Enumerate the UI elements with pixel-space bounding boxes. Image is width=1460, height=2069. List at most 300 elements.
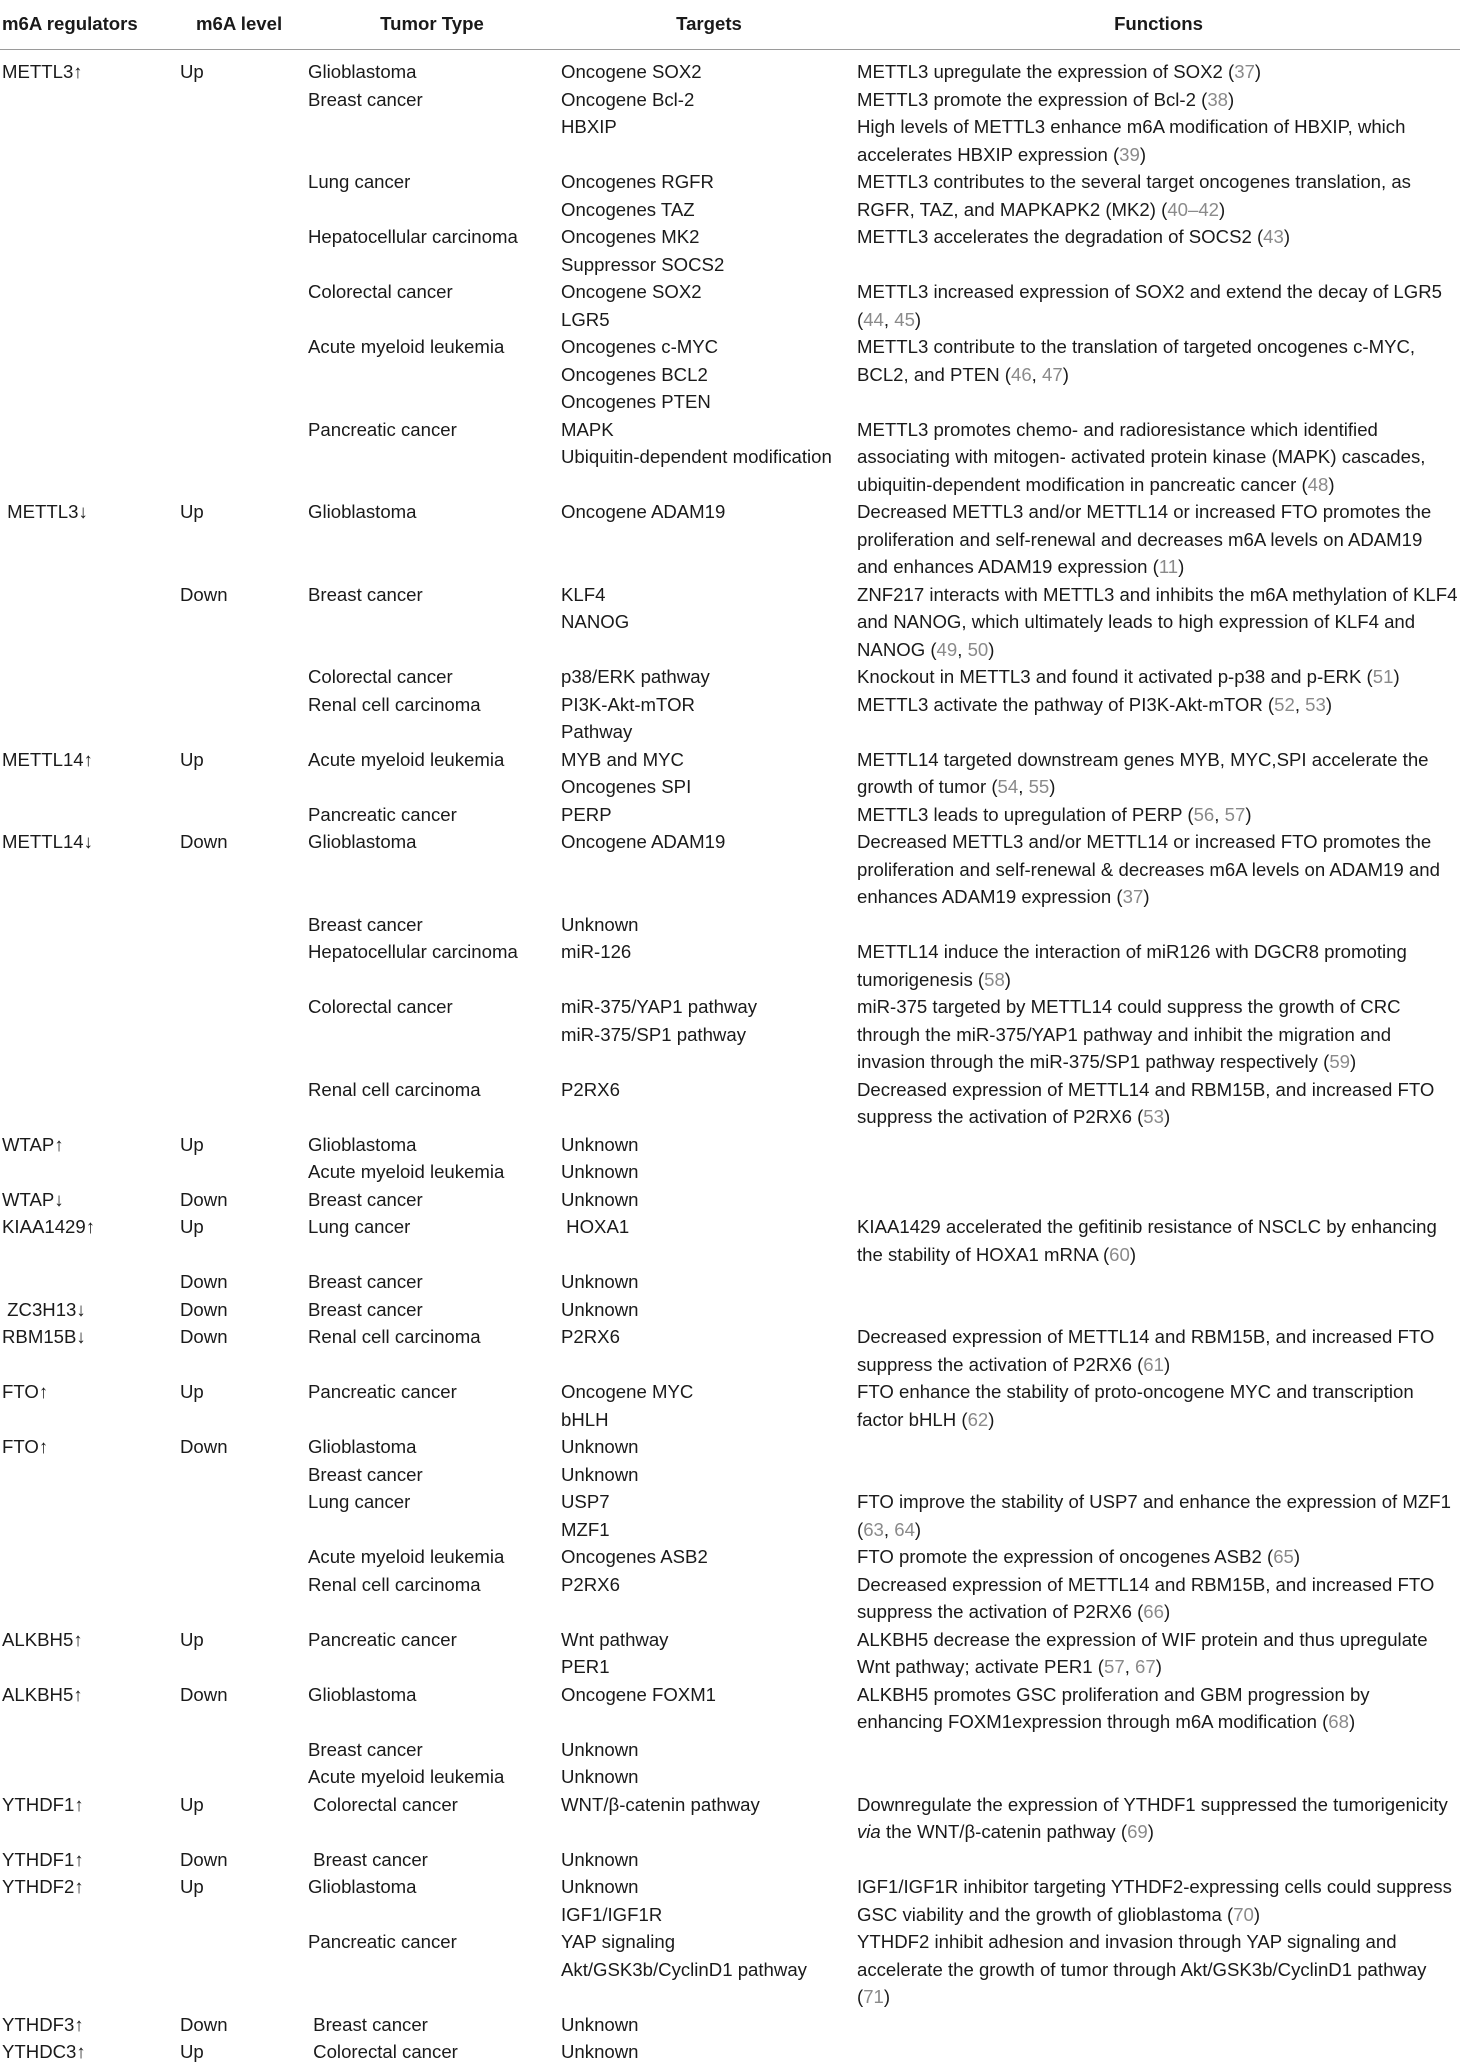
cell-regulator: FTO↑ xyxy=(2,1436,49,1457)
cell-regulator xyxy=(0,416,178,499)
cell-tumor-type: Renal cell carcinoma xyxy=(308,1326,481,1347)
target-item: PERP xyxy=(561,803,612,825)
target-item: Oncogenes ASB2 xyxy=(561,1546,708,1567)
target-item: YAP signaling xyxy=(561,1931,676,1952)
function-text: METTL3 activate the pathway of PI3K-Akt-mTOR ( xyxy=(857,693,1275,715)
reference-link[interactable]: 11 xyxy=(1158,556,1179,577)
function-text: Decreased expression of METTL14 and RBM15B, and increased FTO suppress the activation of P2RX6 ( xyxy=(857,1078,1435,1127)
target-item: PI3K-Akt-mTOR xyxy=(561,693,695,715)
function-text: ) xyxy=(1219,198,1226,220)
cell-regulator xyxy=(0,223,178,278)
target-item: Oncogenes MK2 xyxy=(561,226,700,247)
cell-regulator xyxy=(0,581,178,664)
cell-m6a-level: Up xyxy=(180,1381,204,1402)
cell-targets xyxy=(561,1461,857,1489)
cell-targets xyxy=(561,498,857,581)
cell-m6a-level: Down xyxy=(180,1436,228,1457)
cell-targets xyxy=(561,1763,857,1791)
target-item: PER1 xyxy=(561,1656,610,1677)
cell-tumor-type: Renal cell carcinoma xyxy=(308,1078,481,1100)
table-row xyxy=(0,1873,1460,1928)
cell-regulator xyxy=(0,1461,178,1489)
reference-link[interactable]: 66 xyxy=(1143,1601,1164,1622)
function-text: ) xyxy=(1163,1106,1171,1127)
table-row xyxy=(0,1158,1460,1186)
table-row xyxy=(0,1626,1460,1681)
table-row xyxy=(0,1378,1460,1433)
cell-m6a-level: Up xyxy=(180,2041,204,2062)
function-text: ZNF217 interacts with METTL3 and inhibits the m6A methylation of KLF4 and NANOG, which ultimately leads to high expression of KLF4 and NANOG ( xyxy=(857,583,1458,660)
cell-tumor-type xyxy=(303,113,561,168)
reference-link[interactable]: 50 xyxy=(967,638,989,660)
table-row xyxy=(0,1791,1460,1846)
cell-targets xyxy=(561,1296,857,1324)
target-item: Oncogene MYC xyxy=(561,1381,694,1402)
cell-regulator xyxy=(0,333,178,416)
cell-functions xyxy=(857,1571,1460,1626)
cell-regulator: METTL14↓ xyxy=(2,831,93,852)
target-item: Unknown xyxy=(561,1298,639,1320)
reference-link[interactable]: 61 xyxy=(1143,1353,1164,1375)
cell-functions xyxy=(857,1791,1460,1846)
cell-targets xyxy=(561,1213,857,1268)
target-item: Unknown xyxy=(561,1848,639,1870)
target-item: NANOG xyxy=(561,611,630,632)
table-row xyxy=(0,1131,1460,1159)
cell-m6a-level xyxy=(178,1763,303,1791)
reference-link[interactable]: 58 xyxy=(984,968,1005,990)
cell-tumor-type: Breast cancer xyxy=(308,1738,423,1760)
cell-targets xyxy=(561,828,857,911)
cell-targets xyxy=(561,1186,857,1214)
table-row xyxy=(0,2038,1460,2066)
target-item: Unknown xyxy=(561,1738,639,1760)
cell-m6a-level xyxy=(178,1488,303,1543)
function-text: METTL14 induce the interaction of miR126 with DGCR8 promoting tumorigenesis ( xyxy=(857,941,1407,990)
cell-functions xyxy=(857,938,1460,993)
cell-regulator xyxy=(0,1268,178,1296)
reference-link[interactable]: 40–42 xyxy=(1167,198,1220,220)
cell-regulator xyxy=(0,1928,178,2011)
cell-functions xyxy=(857,1488,1460,1543)
target-item: Oncogene ADAM19 xyxy=(561,501,726,522)
cell-functions xyxy=(857,1681,1460,1736)
cell-targets xyxy=(561,911,857,939)
table-row xyxy=(0,581,1460,664)
cell-tumor-type: Breast cancer xyxy=(308,583,423,605)
cell-regulator: YTHDF1↑ xyxy=(2,1848,84,1870)
reference-link[interactable]: 39 xyxy=(1119,143,1140,165)
cell-m6a-level xyxy=(178,1571,303,1626)
function-text: ALKBH5 decrease the expression of WIF protein and thus upregulate Wnt pathway; activate PER1 ( xyxy=(857,1628,1428,1677)
cell-m6a-level xyxy=(178,801,303,829)
function-text: ) xyxy=(1348,1711,1356,1732)
cell-targets xyxy=(561,581,857,664)
target-item: Oncogenes TAZ xyxy=(561,198,695,220)
target-item: miR-375/SP1 pathway xyxy=(561,1023,746,1045)
target-item: Oncogene SOX2 xyxy=(561,61,702,82)
function-text: ) xyxy=(1155,1656,1162,1677)
cell-regulator xyxy=(0,113,178,168)
reference-link[interactable]: 43 xyxy=(1263,226,1284,247)
cell-functions xyxy=(857,1076,1460,1131)
cell-functions xyxy=(857,1378,1460,1433)
cell-functions xyxy=(857,113,1460,168)
cell-m6a-level xyxy=(178,1076,303,1131)
target-item: HOXA1 xyxy=(561,1216,630,1237)
table-row xyxy=(0,1433,1460,1461)
table-row xyxy=(0,416,1460,499)
cell-functions xyxy=(857,801,1460,829)
cell-regulator xyxy=(0,278,178,333)
cell-targets xyxy=(561,691,857,746)
reference-link[interactable]: 49 xyxy=(936,638,958,660)
cell-targets xyxy=(561,1626,857,1681)
table-row xyxy=(0,168,1460,223)
cell-targets xyxy=(561,1076,857,1131)
cell-regulator xyxy=(0,86,178,114)
function-text: Decreased METTL3 and/or METTL14 or increased FTO promotes the proliferation and self-renewal and decreases m6A levels on ADAM19 and enhances ADAM19 expression ( xyxy=(857,501,1432,577)
function-text: , xyxy=(1214,803,1225,825)
function-text: METTL3 increased expression of SOX2 and extend the decay of LGR5 ( xyxy=(857,281,1442,330)
cell-tumor-type: Hepatocellular carcinoma xyxy=(308,226,518,247)
table-row xyxy=(0,2011,1460,2039)
cell-targets xyxy=(561,223,857,278)
cell-targets xyxy=(561,86,857,114)
cell-functions xyxy=(857,223,1460,278)
cell-targets xyxy=(561,1873,857,1928)
target-item: bHLH xyxy=(561,1408,609,1430)
cell-functions xyxy=(857,1158,1460,1186)
function-text: , xyxy=(957,638,968,660)
cell-m6a-level xyxy=(178,168,303,223)
reference-link[interactable]: 44 xyxy=(863,308,884,330)
target-item: HBXIP xyxy=(561,116,617,137)
table-row xyxy=(0,1736,1460,1764)
table-row xyxy=(0,663,1460,691)
function-text: ) xyxy=(1129,1243,1137,1265)
cell-regulator xyxy=(0,911,178,939)
cell-targets xyxy=(561,333,857,416)
function-text: Decreased METTL3 and/or METTL14 or increased FTO promotes the proliferation and self-renewal & decreases m6A levels on ADAM19 and enhances ADAM19 expression ( xyxy=(857,831,1440,907)
cell-functions xyxy=(857,168,1460,223)
function-text: ) xyxy=(1283,226,1291,247)
table-row xyxy=(0,1186,1460,1214)
cell-tumor-type: Pancreatic cancer xyxy=(308,1931,457,1952)
cell-targets xyxy=(561,1791,857,1846)
target-item: Unknown xyxy=(561,2041,639,2062)
function-text: ) xyxy=(914,1518,922,1540)
function-text: ) xyxy=(1350,1051,1357,1072)
cell-tumor-type: Acute myeloid leukemia xyxy=(308,1546,505,1567)
cell-m6a-level: Up xyxy=(180,61,204,82)
cell-tumor-type: Pancreatic cancer xyxy=(308,418,457,440)
cell-functions xyxy=(857,1846,1460,1874)
reference-link[interactable]: 62 xyxy=(967,1408,989,1430)
target-item: Oncogenes RGFR xyxy=(561,171,714,192)
cell-tumor-type: Lung cancer xyxy=(308,1216,411,1237)
target-item: Oncogene Bcl-2 xyxy=(561,88,695,110)
cell-regulator xyxy=(0,1543,178,1571)
target-item: WNT/β-catenin pathway xyxy=(561,1793,760,1815)
reference-link[interactable]: 60 xyxy=(1109,1243,1130,1265)
cell-functions xyxy=(857,2011,1460,2039)
reference-link[interactable]: 56 xyxy=(1193,803,1215,825)
function-text: FTO enhance the stability of proto-oncogene MYC and transcription factor bHLH ( xyxy=(857,1381,1414,1430)
cell-targets xyxy=(561,1323,857,1378)
cell-m6a-level xyxy=(178,911,303,939)
cell-functions xyxy=(857,1461,1460,1489)
cell-functions xyxy=(857,911,1460,939)
cell-tumor-type: Renal cell carcinoma xyxy=(308,693,481,715)
function-text: Knockout in METTL3 and found it activated p-p38 and p-ERK ( xyxy=(857,666,1373,687)
cell-regulator: KIAA1429↑ xyxy=(2,1216,96,1237)
cell-tumor-type: Glioblastoma xyxy=(308,61,417,82)
table-row xyxy=(0,1461,1460,1489)
cell-regulator: YTHDF2↑ xyxy=(2,1876,84,1897)
cell-functions xyxy=(857,1213,1460,1268)
cell-m6a-level: Up xyxy=(180,1876,204,1897)
table-row xyxy=(0,1543,1460,1571)
cell-m6a-level xyxy=(178,663,303,691)
target-item: Unknown xyxy=(561,1271,639,1292)
cell-tumor-type: Lung cancer xyxy=(308,171,411,192)
function-text: ) xyxy=(914,308,922,330)
function-text: Decreased expression of METTL14 and RBM15B, and increased FTO suppress the activation of P2RX6 ( xyxy=(857,1573,1435,1622)
reference-link[interactable]: 57 xyxy=(1104,1656,1125,1677)
cell-functions xyxy=(857,1186,1460,1214)
cell-regulator: WTAP↑ xyxy=(2,1133,64,1155)
function-text: , xyxy=(1031,363,1043,385)
header-targets: Targets xyxy=(561,0,857,50)
cell-m6a-level: Up xyxy=(180,1793,204,1815)
cell-tumor-type: Renal cell carcinoma xyxy=(308,1573,481,1595)
reference-link[interactable]: 37 xyxy=(1234,61,1255,82)
cell-regulator: METTL3↓ xyxy=(2,501,88,522)
function-text: KIAA1429 accelerated the gefitinib resistance of NSCLC by enhancing the stability of HOXA1 mRNA ( xyxy=(857,1216,1437,1265)
target-item: Oncogenes SPI xyxy=(561,776,692,797)
function-text: METTL3 upregulate the expression of SOX2 ( xyxy=(857,61,1235,82)
function-text: ) xyxy=(1143,886,1150,907)
table-body xyxy=(0,50,1460,2066)
target-item: USP7 xyxy=(561,1491,610,1512)
reference-link[interactable]: 59 xyxy=(1329,1051,1351,1072)
cell-tumor-type: Breast cancer xyxy=(308,1463,423,1485)
reference-link[interactable]: 48 xyxy=(1307,473,1329,495)
target-item: Unknown xyxy=(561,1436,639,1457)
function-text: METTL3 leads to upregulation of PERP ( xyxy=(857,803,1194,825)
function-text: the WNT/β-catenin pathway ( xyxy=(880,1821,1128,1842)
cell-tumor-type: Hepatocellular carcinoma xyxy=(308,941,518,962)
function-text: ) xyxy=(1328,473,1335,495)
cell-functions xyxy=(857,1323,1460,1378)
function-text: ) xyxy=(883,1986,891,2007)
target-item: P2RX6 xyxy=(561,1326,620,1347)
reference-link[interactable]: 45 xyxy=(894,308,915,330)
reference-link[interactable]: 53 xyxy=(1305,693,1326,715)
target-item: MZF1 xyxy=(561,1518,610,1540)
function-text: METTL3 contribute to the translation of targeted oncogenes c-MYC, BCL2, and PTEN ( xyxy=(857,336,1416,385)
reference-link[interactable]: 69 xyxy=(1127,1821,1148,1842)
function-text: ) xyxy=(1254,61,1262,82)
cell-m6a-level xyxy=(178,993,303,1076)
target-item: Unknown xyxy=(561,1133,639,1155)
cell-regulator xyxy=(0,691,178,746)
target-item: P2RX6 xyxy=(561,1573,620,1595)
function-text: ) xyxy=(1163,1601,1171,1622)
cell-tumor-type: Colorectal cancer xyxy=(308,996,453,1017)
table-row xyxy=(0,498,1460,581)
target-item: Unknown xyxy=(561,1766,639,1787)
cell-m6a-level: Down xyxy=(180,1298,228,1320)
cell-regulator xyxy=(0,938,178,993)
function-text: METTL3 contributes to the several target oncogenes translation, as RGFR, TAZ, and MAPKAPK2 (MK2) ( xyxy=(857,171,1411,220)
reference-link[interactable]: 57 xyxy=(1224,803,1246,825)
reference-link[interactable]: 54 xyxy=(997,776,1019,797)
reference-link[interactable]: 37 xyxy=(1122,886,1144,907)
table-row xyxy=(0,86,1460,114)
function-text: YTHDF2 inhibit adhesion and invasion through YAP signaling and accelerate the growth of tumor through Akt/GSK3b/CyclinD1 pathway ( xyxy=(857,1931,1427,2007)
table-row xyxy=(0,278,1460,333)
cell-tumor-type: Lung cancer xyxy=(308,1491,411,1512)
cell-targets xyxy=(561,1681,857,1736)
cell-m6a-level xyxy=(178,278,303,333)
cell-tumor-type: Acute myeloid leukemia xyxy=(308,1766,505,1787)
reference-link[interactable]: 51 xyxy=(1372,666,1394,687)
table-row xyxy=(0,1928,1460,2011)
target-item: Suppressor SOCS2 xyxy=(561,253,725,275)
cell-tumor-type: Colorectal cancer xyxy=(308,2041,458,2062)
table-row xyxy=(0,1296,1460,1324)
function-text: ) xyxy=(1004,968,1011,990)
target-item: miR-126 xyxy=(561,941,632,962)
cell-functions xyxy=(857,50,1460,86)
table-row xyxy=(0,1268,1460,1296)
cell-regulator xyxy=(0,1488,178,1543)
cell-functions xyxy=(857,498,1460,581)
header-tumor-type: Tumor Type xyxy=(303,0,561,50)
header-regulators: m6A regulators xyxy=(0,0,178,50)
reference-link[interactable]: 63 xyxy=(863,1518,884,1540)
cell-regulator: YTHDC3↑ xyxy=(2,2041,86,2062)
cell-tumor-type: Breast cancer xyxy=(308,88,423,110)
cell-functions xyxy=(857,828,1460,911)
table-row xyxy=(0,1571,1460,1626)
cell-targets xyxy=(561,1571,857,1626)
target-item: Oncogenes c-MYC xyxy=(561,336,719,357)
cell-m6a-level xyxy=(178,86,303,114)
reference-link[interactable]: 68 xyxy=(1328,1711,1349,1732)
function-text: ) xyxy=(1139,143,1147,165)
function-text: IGF1/IGF1R inhibitor targeting YTHDF2-expressing cells could suppress GSC viability and the growth of glioblastoma ( xyxy=(857,1876,1452,1925)
cell-targets xyxy=(561,1131,857,1159)
target-item: Oncogene FOXM1 xyxy=(561,1683,717,1705)
function-text: ALKBH5 promotes GSC proliferation and GBM progression by enhancing FOXM1expression through m6A modification ( xyxy=(857,1683,1370,1732)
reference-link[interactable]: 55 xyxy=(1028,776,1050,797)
function-text: ) xyxy=(1325,693,1333,715)
cell-tumor-type: Glioblastoma xyxy=(308,1436,417,1457)
cell-m6a-level xyxy=(178,223,303,278)
function-text: Downregulate the expression of YTHDF1 suppressed the tumorigenicity xyxy=(857,1793,1448,1815)
function-text: High levels of METTL3 enhance m6A modification of HBXIP, which accelerates HBXIP expression ( xyxy=(857,116,1406,165)
function-text: ) xyxy=(1147,1821,1154,1842)
target-item: Unknown xyxy=(561,2013,639,2035)
cell-m6a-level xyxy=(178,1736,303,1764)
reference-link[interactable]: 65 xyxy=(1273,1546,1294,1567)
reference-link[interactable]: 53 xyxy=(1143,1106,1164,1127)
table-row xyxy=(0,1846,1460,1874)
table-row xyxy=(0,1763,1460,1791)
function-text: miR-375 targeted by METTL14 could suppress the growth of CRC through the miR-375/YAP1 pathway and inhibit the migration and invasion through the miR-375/SP1 pathway respectively ( xyxy=(857,996,1401,1072)
reference-link[interactable]: 52 xyxy=(1274,693,1295,715)
cell-tumor-type: Pancreatic cancer xyxy=(308,1381,457,1402)
cell-tumor-type: Breast cancer xyxy=(308,2013,428,2035)
reference-link[interactable]: 70 xyxy=(1233,1903,1254,1925)
function-text: ) xyxy=(988,638,995,660)
cell-m6a-level: Up xyxy=(180,748,204,770)
cell-functions xyxy=(857,1928,1460,2011)
function-text: METTL3 promote the expression of Bcl-2 ( xyxy=(857,88,1208,110)
cell-m6a-level xyxy=(178,691,303,746)
table-row xyxy=(0,113,1460,168)
cell-functions xyxy=(857,1626,1460,1681)
function-text-italic: via xyxy=(857,1821,881,1842)
table-row xyxy=(0,1681,1460,1736)
cell-regulator: METTL14↑ xyxy=(2,748,93,770)
cell-targets xyxy=(561,416,857,499)
cell-targets xyxy=(561,1268,857,1296)
target-item: Unknown xyxy=(561,1188,639,1210)
header-functions: Functions xyxy=(857,0,1460,50)
target-item: Oncogenes BCL2 xyxy=(561,363,708,385)
cell-m6a-level: Down xyxy=(180,1683,228,1705)
cell-functions xyxy=(857,1433,1460,1461)
function-text: ) xyxy=(1178,556,1185,577)
cell-m6a-level xyxy=(178,938,303,993)
target-item: Wnt pathway xyxy=(561,1628,669,1650)
cell-targets xyxy=(561,663,857,691)
cell-functions xyxy=(857,1873,1460,1928)
reference-link[interactable]: 64 xyxy=(894,1518,915,1540)
table-row xyxy=(0,1488,1460,1543)
reference-link[interactable]: 47 xyxy=(1042,363,1063,385)
function-text: Decreased expression of METTL14 and RBM15B, and increased FTO suppress the activation of P2RX6 ( xyxy=(857,1326,1435,1375)
cell-m6a-level: Down xyxy=(180,583,228,605)
reference-link[interactable]: 38 xyxy=(1207,88,1229,110)
cell-regulator: RBM15B↓ xyxy=(2,1326,86,1347)
target-item: p38/ERK pathway xyxy=(561,666,710,687)
table-row xyxy=(0,223,1460,278)
table-row xyxy=(0,50,1460,86)
cell-targets xyxy=(561,278,857,333)
table-row xyxy=(0,1213,1460,1268)
cell-functions xyxy=(857,691,1460,746)
cell-targets xyxy=(561,1736,857,1764)
reference-link[interactable]: 67 xyxy=(1135,1656,1156,1677)
cell-m6a-level: Up xyxy=(180,1133,204,1155)
cell-tumor-type: Breast cancer xyxy=(308,1298,423,1320)
reference-link[interactable]: 46 xyxy=(1010,363,1032,385)
target-item: Ubiquitin-dependent modification xyxy=(561,446,832,467)
cell-targets xyxy=(561,1846,857,1874)
reference-link[interactable]: 71 xyxy=(863,1986,884,2007)
table-row xyxy=(0,801,1460,829)
function-text: ) xyxy=(1163,1353,1171,1375)
header-level: m6A level xyxy=(178,0,303,50)
cell-regulator: YTHDF3↑ xyxy=(2,2013,84,2035)
cell-targets xyxy=(561,938,857,993)
cell-regulator xyxy=(0,168,178,223)
